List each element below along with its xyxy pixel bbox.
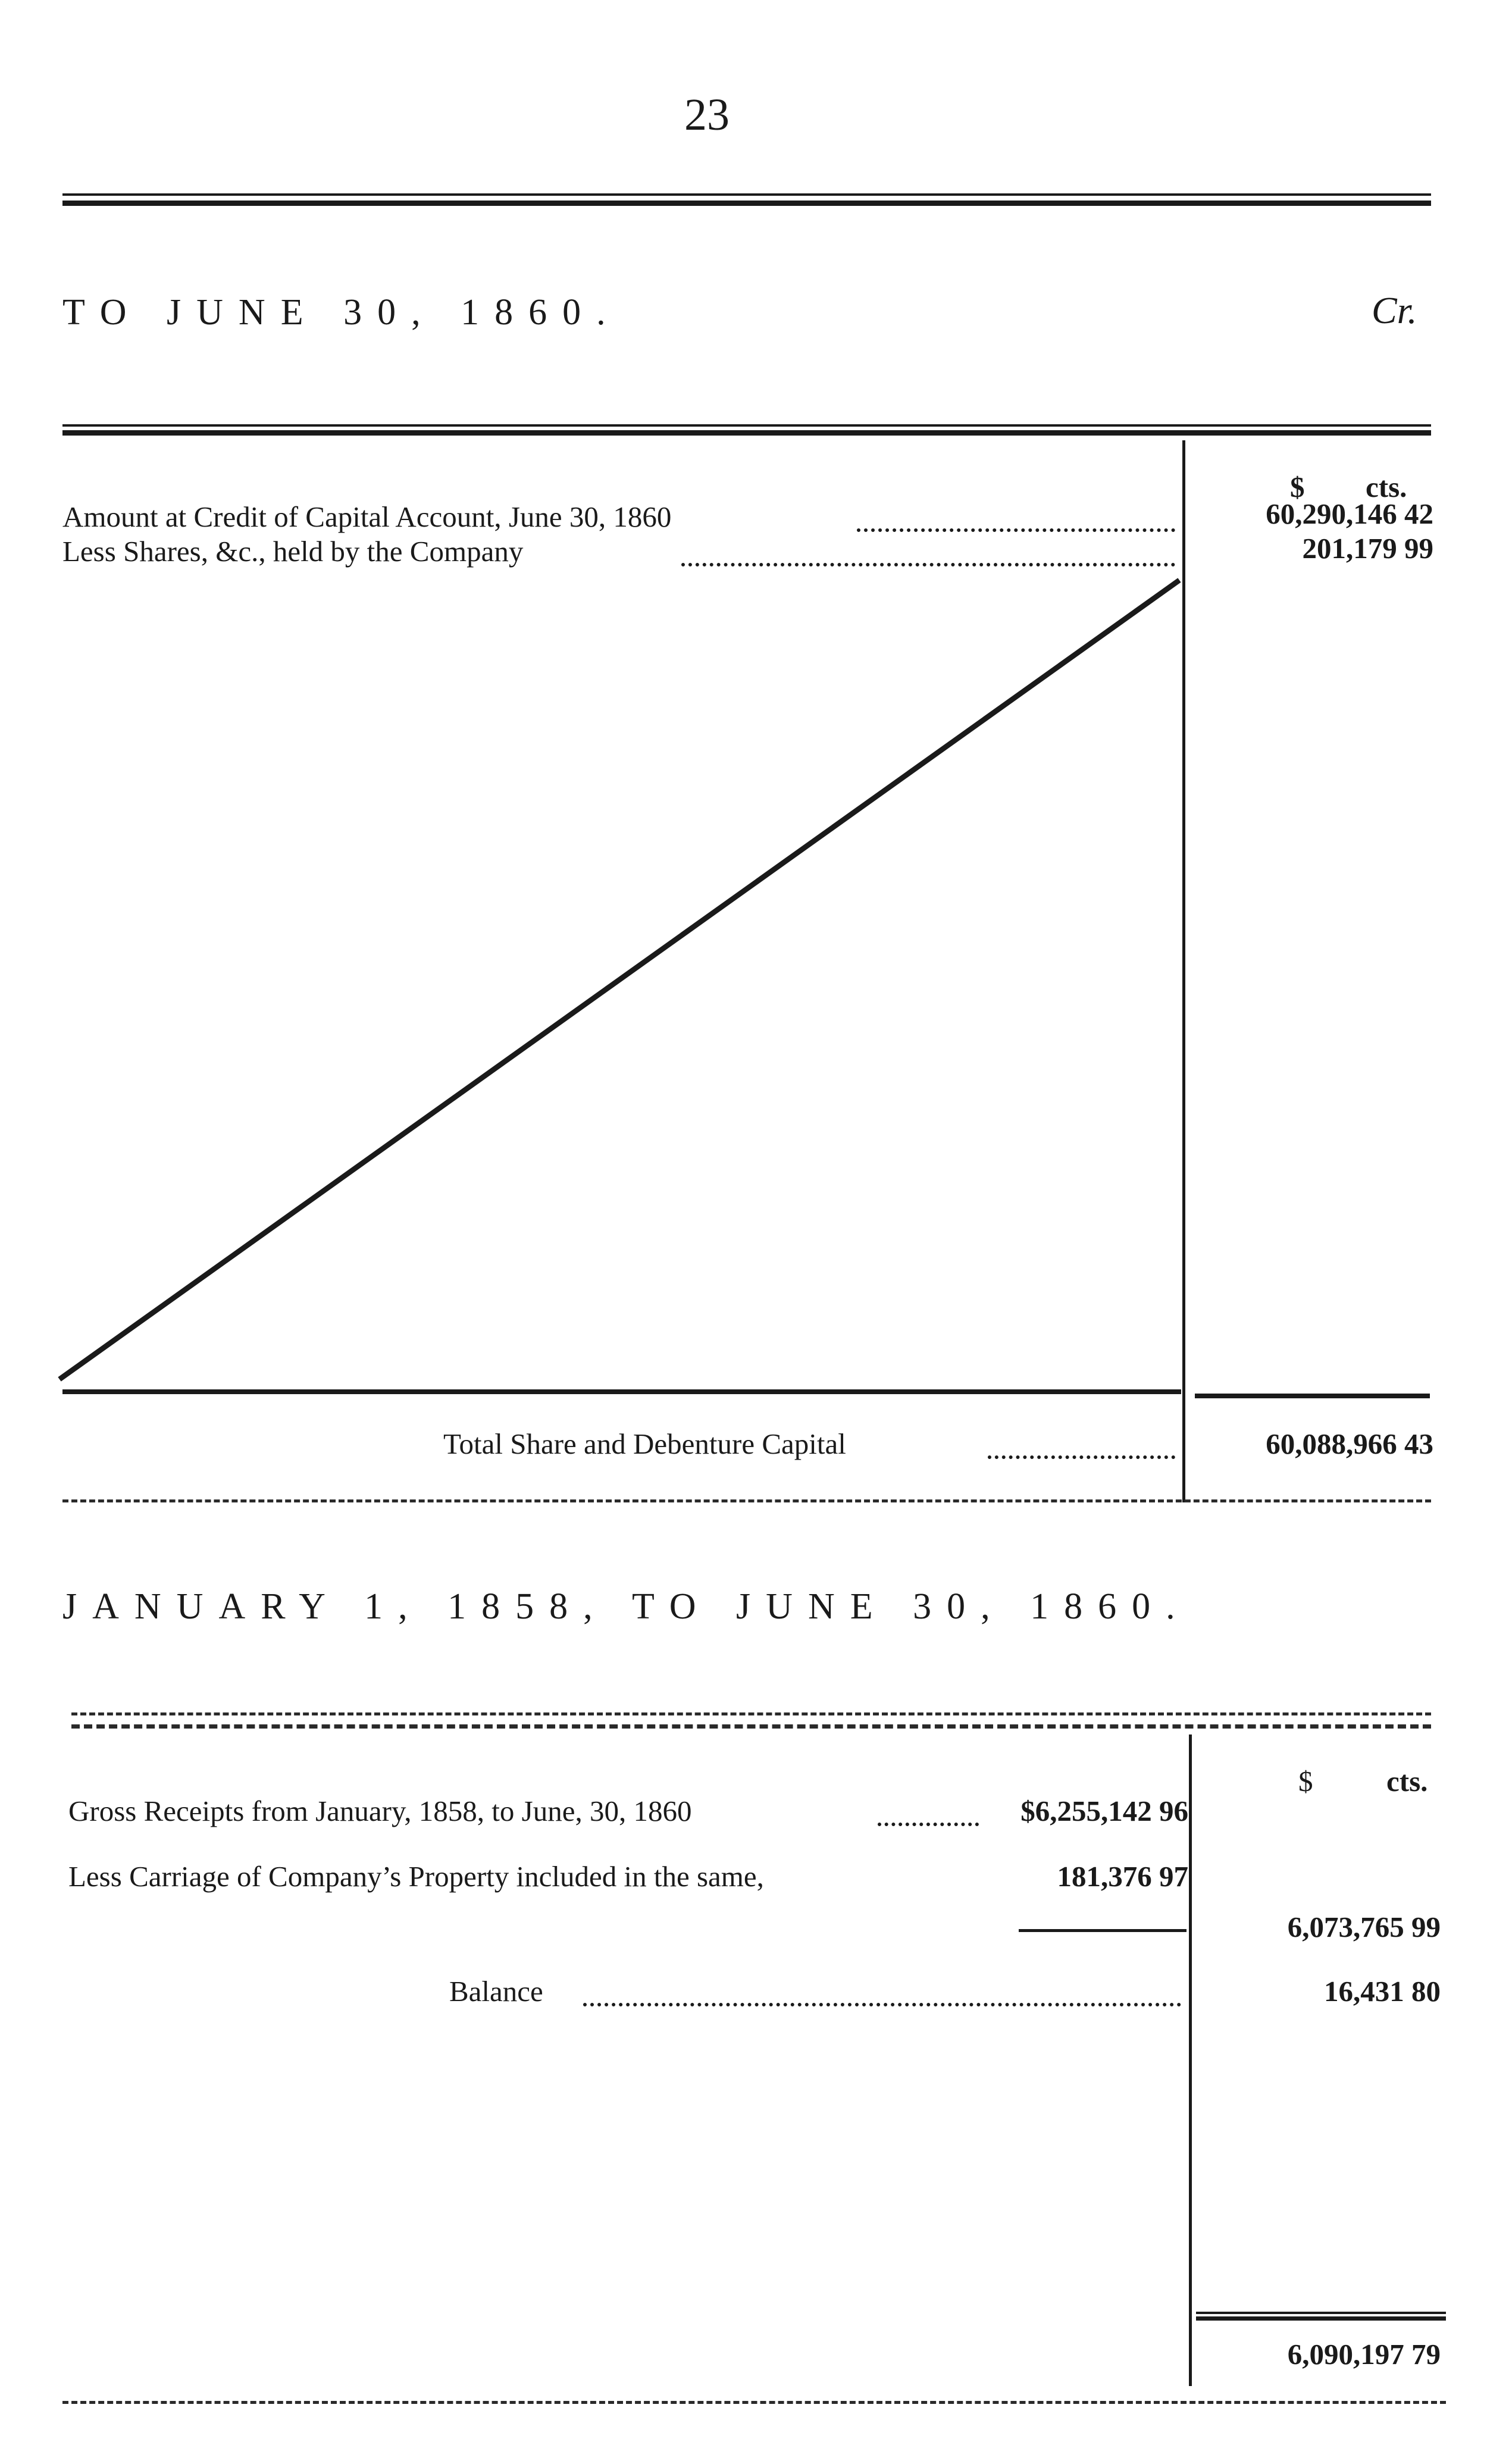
capital-account-amount: 60,290,146 42	[1266, 497, 1433, 530]
section2-column-divider	[1189, 1734, 1192, 2386]
net-receipts-amount: 6,073,765 99	[1287, 1911, 1441, 1943]
leader-dots	[583, 2003, 1181, 2006]
cents-header: cts.	[1366, 471, 1407, 503]
leader-dots	[988, 1455, 1175, 1459]
subtotal-rule	[1019, 1929, 1187, 1932]
total-capital-amount: 60,088,966 43	[1266, 1427, 1433, 1460]
gross-receipts-label: Gross Receipts from January, 1858, to June, 30, 1860	[68, 1795, 692, 1827]
gross-receipts-amount: $6,255,142 96	[1020, 1795, 1188, 1827]
shares-held-label: Less Shares, &c., held by the Company	[62, 535, 524, 568]
dollar-header: $	[1298, 1765, 1313, 1798]
leader-dots	[878, 1823, 979, 1826]
section2-total-amount: 6,090,197 79	[1287, 2338, 1441, 2371]
section1-heading: TO JUNE 30, 1860.	[62, 292, 621, 333]
less-carriage-label: Less Carriage of Company’s Property included in the same,	[68, 1860, 764, 1893]
page-number: 23	[684, 90, 730, 140]
less-carriage-inner-amount: 181,376 97	[1057, 1860, 1188, 1893]
section2-heading: JANUARY 1, 1858, TO JUNE 30, 1860.	[62, 1586, 1191, 1627]
section1-total-rule-left	[62, 1389, 1181, 1394]
section2-rule-thick	[71, 1724, 1431, 1729]
capital-account-label: Amount at Credit of Capital Account, June 30, 1860	[62, 500, 672, 533]
cr-label: Cr.	[1372, 289, 1417, 331]
balance-amount: 16,431 80	[1324, 1975, 1441, 2008]
dollar-header: $	[1290, 471, 1305, 503]
balance-label: Balance	[449, 1975, 543, 2008]
section1-total-rule-right	[1195, 1394, 1430, 1398]
total-capital-label: Total Share and Debenture Capital	[443, 1427, 846, 1460]
section2-total-rule-thin	[1196, 2312, 1446, 2314]
shares-held-amount: 201,179 99	[1302, 532, 1433, 565]
cents-header: cts.	[1386, 1765, 1428, 1798]
section2-total-rule-thick	[1196, 2316, 1446, 2321]
section2-closing-rule	[62, 2401, 1446, 2404]
section1-closing-rule	[62, 1499, 1431, 1502]
section2-rule-thin	[71, 1712, 1431, 1715]
